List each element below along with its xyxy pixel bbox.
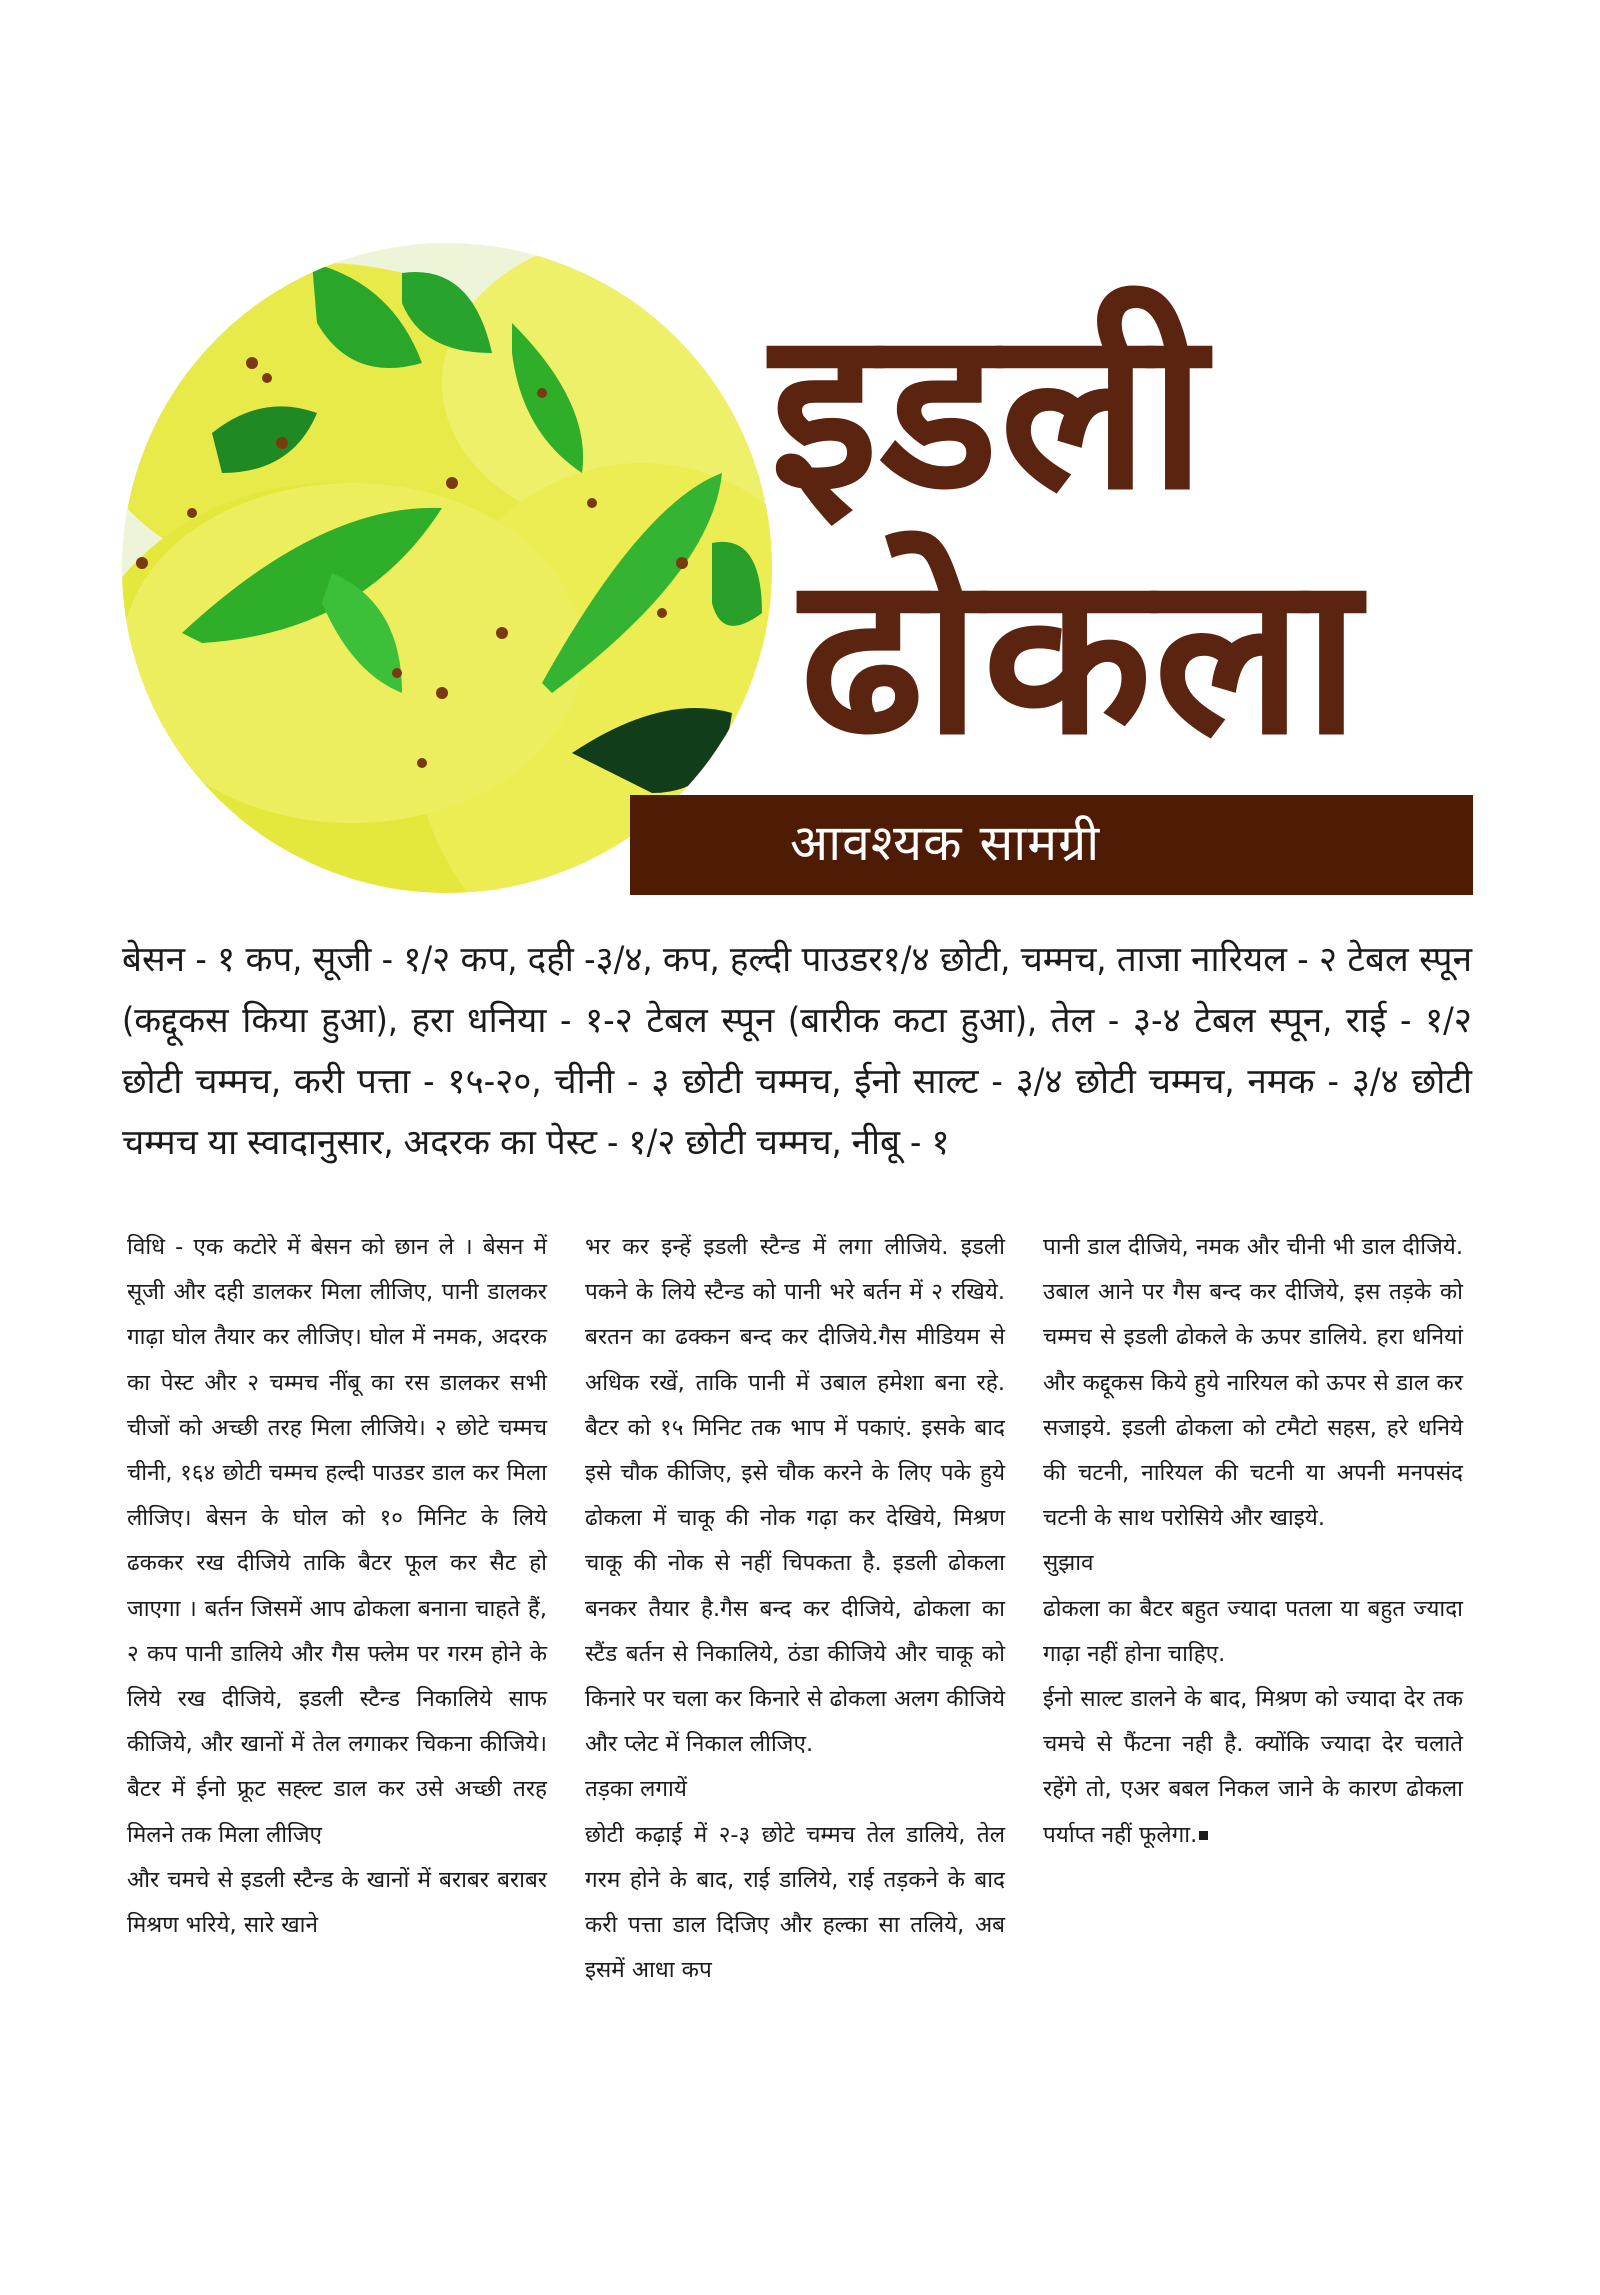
recipe-title-line-2: ढोकला (800, 527, 1362, 783)
recipe-title-line-1: इडली (770, 282, 1208, 538)
tip-paragraph-last (1043, 1677, 1463, 1858)
method-column-3 (1043, 1225, 1463, 1858)
tip-text: ईनो साल्ट डालने के बाद, मिश्रण को ज्यादा देर तक चमचे से फैंटना नही है. क्योंकि ज्यादा देर चलाते रहेंगे तो, एअर बबल निकल जाने के कारण ढोकला पर्याप्त नहीं फूलेगा. (1043, 1686, 1463, 1848)
end-of-article-icon (1199, 1831, 1208, 1840)
tip-paragraph: ढोकला का बैटर बहुत ज्यादा पतला या बहुत ज्यादा गाढ़ा नहीं होना चाहिए. (1043, 1595, 1463, 1667)
method-paragraph: और चमचे से इडली स्टैन्ड के खानों में बराबर बराबर मिश्रण भरिये, सारे खाने (127, 1866, 547, 1939)
section-heading-ingredients: आवश्यक सामग्री (790, 814, 1101, 872)
method-paragraph: छोटी कढ़ाई में २-३ छोटे चम्मच तेल डालिये, तेल गरम होने के बाद, राई डालिये, राई तड़कने के बाद करी पत्ता डाल दिजिए और हल्का सा तलिये, अब इसमें आधा कप (585, 1821, 1005, 1984)
method-paragraph: भर कर इन्हें इडली स्टैन्ड में लगा लीजिये. इडली पकने के लिये स्टैन्ड को पानी भरे बर्तन में २ रखिये. बरतन का ढक्कन बन्द कर दीजिये.गैस मीडियम से अधिक रखें, ताकि पानी में उबाल हमेशा बना रहे. बैटर को १५ मिनिट तक भाप में पकाएं. इसके बाद इसे चौक कीजिए, इसे चौक करने के लिए पके हुये ढोकला में चाकू की नोक गढ़ा कर देखिये, मिश्रण चाकू की नोक से नहीं चिपकता है. इडली ढोकला बनकर तैयार है.गैस बन्द कर दीजिये, ढोकला का स्टैंड बर्तन से निकालिये, ठंडा कीजिये और चाकू को किनारे पर चला कर किनारे से ढोकला अलग कीजिये और प्लेट में निकाल लीजिए. (585, 1234, 1005, 1758)
tadka-heading: तड़का लगायें (585, 1776, 687, 1803)
method-paragraph: पानी डाल दीजिये, नमक और चीनी भी डाल दीजिये. उबाल आने पर गैस बन्द कर दीजिये, इस तड़के को चम्मच से इडली ढोकले के ऊपर डालिये. हरा धनियां और कद्दूकस किये हुये नारियल को ऊपर से डाल कर सजाइये. इडली ढोकला को टमैटो सहस, हरे धनिये की चटनी, नारियल की चटनी या अपनी मनपसंद चटनी के साथ परोसिये और खाइये. (1043, 1234, 1463, 1532)
method-column-1 (127, 1225, 547, 1948)
ingredients-list: बेसन - १ कप, सूजी - १/२ कप, दही -३/४, कप, हल्दी पाउडर१/४ छोटी, चम्मच, ताजा नारियल - २ टेबल स्पून (कद्दूकस किया हुआ), हरा धनिया - १-२ टेबल स्पून (बारीक कटा हुआ), तेल - ३-४ टेबल स्पून, राई - १/२ छोटी चम्मच, करी पत्ता - १५-२०, चीनी - ३ छोटी चम्मच, ईनो साल्ट - ३/४ छोटी चम्मच, नमक - ३/४ छोटी चम्मच या स्वादानुसार, अदरक का पेस्ट - १/२ छोटी चम्मच, नीबू - १ (122, 940, 1472, 1163)
method-paragraph: विधि - एक कटोरे में बेसन को छान ले । बेसन में सूजी और दही डालकर मिला लीजिए, पानी डालकर गाढ़ा घोल तैयार कर लीजिए। घोल में नमक, अदरक का पेस्ट और २ चम्मच नींबू का रस डालकर सभी चीजों को अच्छी तरह मिला लीजिये। २ छोटे चम्मच चीनी, १६४ छोटी चम्मच हल्दी पाउडर डाल कर मिला लीजिए। बेसन के घोल को १० मिनिट के लिये ढककर रख दीजिये ताकि बैटर फूल कर सैट हो जाएगा । बर्तन जिसमें आप ढोकला बनाना चाहते हैं, २ कप पानी डालिये और गैस फ्लेम पर गरम होने के लिये रख दीजिये, इडली स्टैन्ड निकालिये साफ कीजिये, और खानों में तेल लगाकर चिकना कीजिये। बैटर में ईनो फ्रूट सह्ल्ट डाल कर उसे अच्छी तरह मिलने तक मिला लीजिए (127, 1234, 547, 1848)
tips-heading: सुझाव (1043, 1550, 1094, 1577)
method-column-2 (585, 1225, 1005, 1993)
